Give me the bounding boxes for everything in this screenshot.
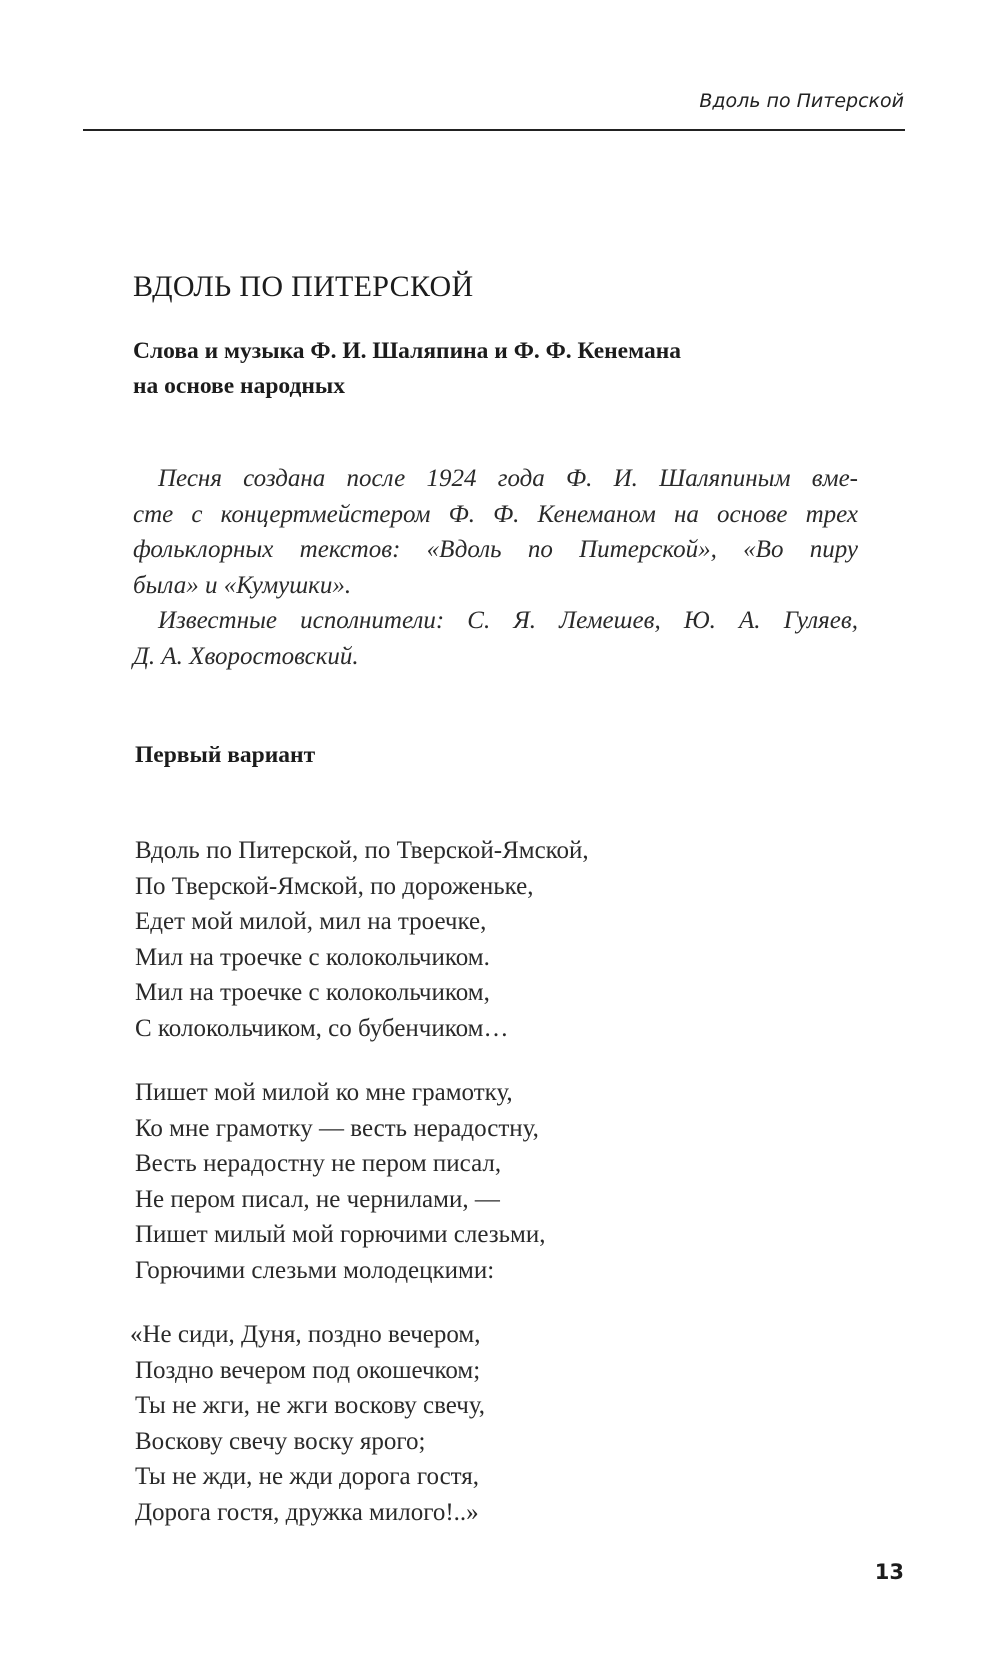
song-credits: [133, 334, 873, 404]
credits-line: Слова и музыка Ф. И. Шаляпина и Ф. Ф. Кенемана: [133, 338, 681, 364]
verse-line: Едет мой милой, мил на троечке,: [135, 908, 487, 935]
stanza-1: [135, 833, 835, 1046]
page-number: 13: [874, 1560, 904, 1584]
verse-line: Не пером писал, не чернилами, —: [135, 1185, 500, 1213]
verse-line: Горючими слезьми молодецкими:: [135, 1256, 495, 1284]
verse-line: Весть нерадостну не пером писал,: [135, 1150, 502, 1177]
intro-line: Известные исполнители: С. Я. Лемешев, Ю. А. Гуляев,: [158, 607, 858, 634]
verse-line: Воскову свечу воску ярого;: [135, 1427, 426, 1455]
verse-line: Мил на троечке с колокольчиком.: [135, 943, 490, 971]
verse-line: Поздно вечером под окошечком;: [135, 1356, 481, 1384]
intro-line: сте с концертмейстером Ф. Ф. Кенеманом на основе трех: [133, 500, 858, 528]
verse-line: Дорога гостя, дружка милого!..»: [135, 1498, 479, 1526]
verse-line: С колокольчиком, со бубенчиком…: [135, 1014, 509, 1042]
verse-line: Мил на троечке с колокольчиком,: [135, 979, 490, 1006]
intro-note: [133, 461, 858, 674]
intro-line: была» и «Кумушки».: [133, 571, 352, 599]
stanza-2: [135, 1075, 835, 1288]
credits-line: на основе народных: [133, 373, 346, 399]
stanza-3: [130, 1317, 835, 1530]
running-header: Вдоль по Питерской: [699, 90, 904, 112]
verse-line: Вдоль по Питерской, по Тверской-Ямской,: [135, 837, 589, 864]
intro-line: фольклорных текстов: «Вдоль по Питерской», «Во пиру: [133, 536, 858, 563]
section-heading: Первый вариант: [135, 742, 316, 768]
song-title: ВДОЛЬ ПО ПИТЕРСКОЙ: [133, 270, 474, 303]
verse-line: Пишет мой милой ко мне грамотку,: [135, 1079, 513, 1106]
verse-line: Пишет милый мой горючими слезьми,: [135, 1221, 546, 1248]
verse-line: «Не сиди, Дуня, поздно вечером,: [130, 1321, 481, 1348]
intro-line: Д. А. Хворостовский.: [133, 642, 359, 670]
verse-line: Ты не жди, не жди дорога гостя,: [135, 1463, 480, 1490]
verse-line: По Тверской-Ямской, по дороженьке,: [135, 872, 534, 900]
header-rule: [83, 129, 905, 131]
intro-line: Песня создана после 1924 года Ф. И. Шаляпиным вме-: [158, 465, 858, 492]
verse-line: Ты не жги, не жги воскову свечу,: [135, 1392, 486, 1419]
verse-line: Ко мне грамотку — весть нерадостну,: [135, 1114, 539, 1142]
